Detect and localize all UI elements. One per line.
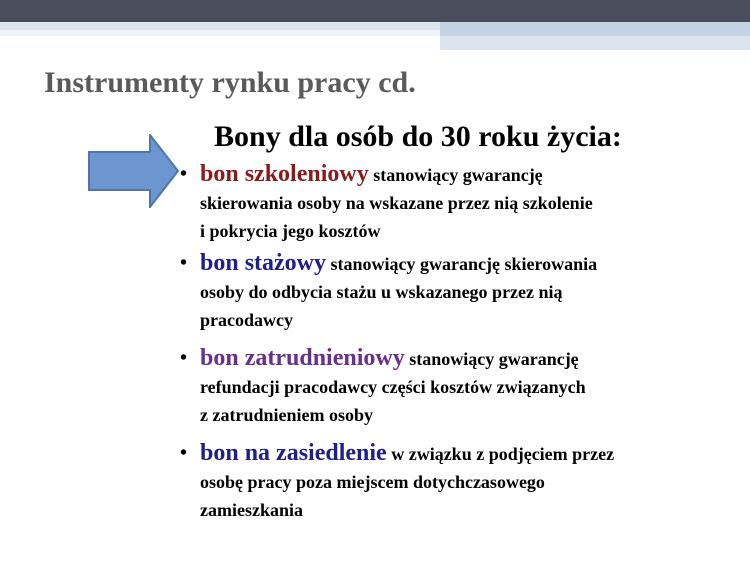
header-bar xyxy=(0,0,750,22)
header-accent-strip xyxy=(0,30,440,36)
bullet-term: bon szkoleniowy xyxy=(200,161,369,187)
list-item xyxy=(178,160,718,245)
bullet-text: i pokrycia jego kosztów xyxy=(200,221,381,241)
bullet-text: osobę pracy poza miejscem dotychczasowego xyxy=(200,472,545,492)
bullet-term: bon na zasiedlenie xyxy=(200,440,387,466)
list-item xyxy=(178,439,718,524)
bullet-text: w związku z podjęciem przez xyxy=(386,444,615,464)
bullet-text: z zatrudnieniem osoby xyxy=(200,405,373,425)
bullet-text: zamieszkania xyxy=(200,500,303,520)
bullet-list xyxy=(178,160,718,524)
header-accent-strip xyxy=(440,22,750,36)
bullet-text: stanowiący gwarancję skierowania xyxy=(326,254,598,274)
bullet-dot-icon: • xyxy=(180,163,188,185)
bullet-text: pracodawcy xyxy=(200,310,293,330)
slide-title: Instrumenty rynku pracy cd. xyxy=(44,66,416,99)
right-arrow-icon xyxy=(88,134,180,208)
header-accent-strip xyxy=(440,36,750,50)
bullet-dot-icon: • xyxy=(180,442,188,464)
bullet-text: skierowania osoby na wskazane przez nią szkolenie xyxy=(200,193,593,213)
header-accent-strip xyxy=(0,22,440,30)
slide-subtitle: Bony dla osób do 30 roku życia: xyxy=(214,120,622,153)
bullet-dot-icon: • xyxy=(180,252,188,274)
bullet-term: bon zatrudnieniowy xyxy=(200,345,405,371)
bullet-dot-icon: • xyxy=(180,347,188,369)
bullet-text: refundacji pracodawcy części kosztów związanych xyxy=(200,377,586,397)
list-item xyxy=(178,344,718,429)
list-item xyxy=(178,249,718,334)
bullet-term: bon stażowy xyxy=(200,250,327,276)
bullet-text: osoby do odbycia stażu u wskazanego przez nią xyxy=(200,282,563,302)
bullet-text: stanowiący gwarancję xyxy=(368,165,543,185)
bullet-text: stanowiący gwarancję xyxy=(404,349,579,369)
